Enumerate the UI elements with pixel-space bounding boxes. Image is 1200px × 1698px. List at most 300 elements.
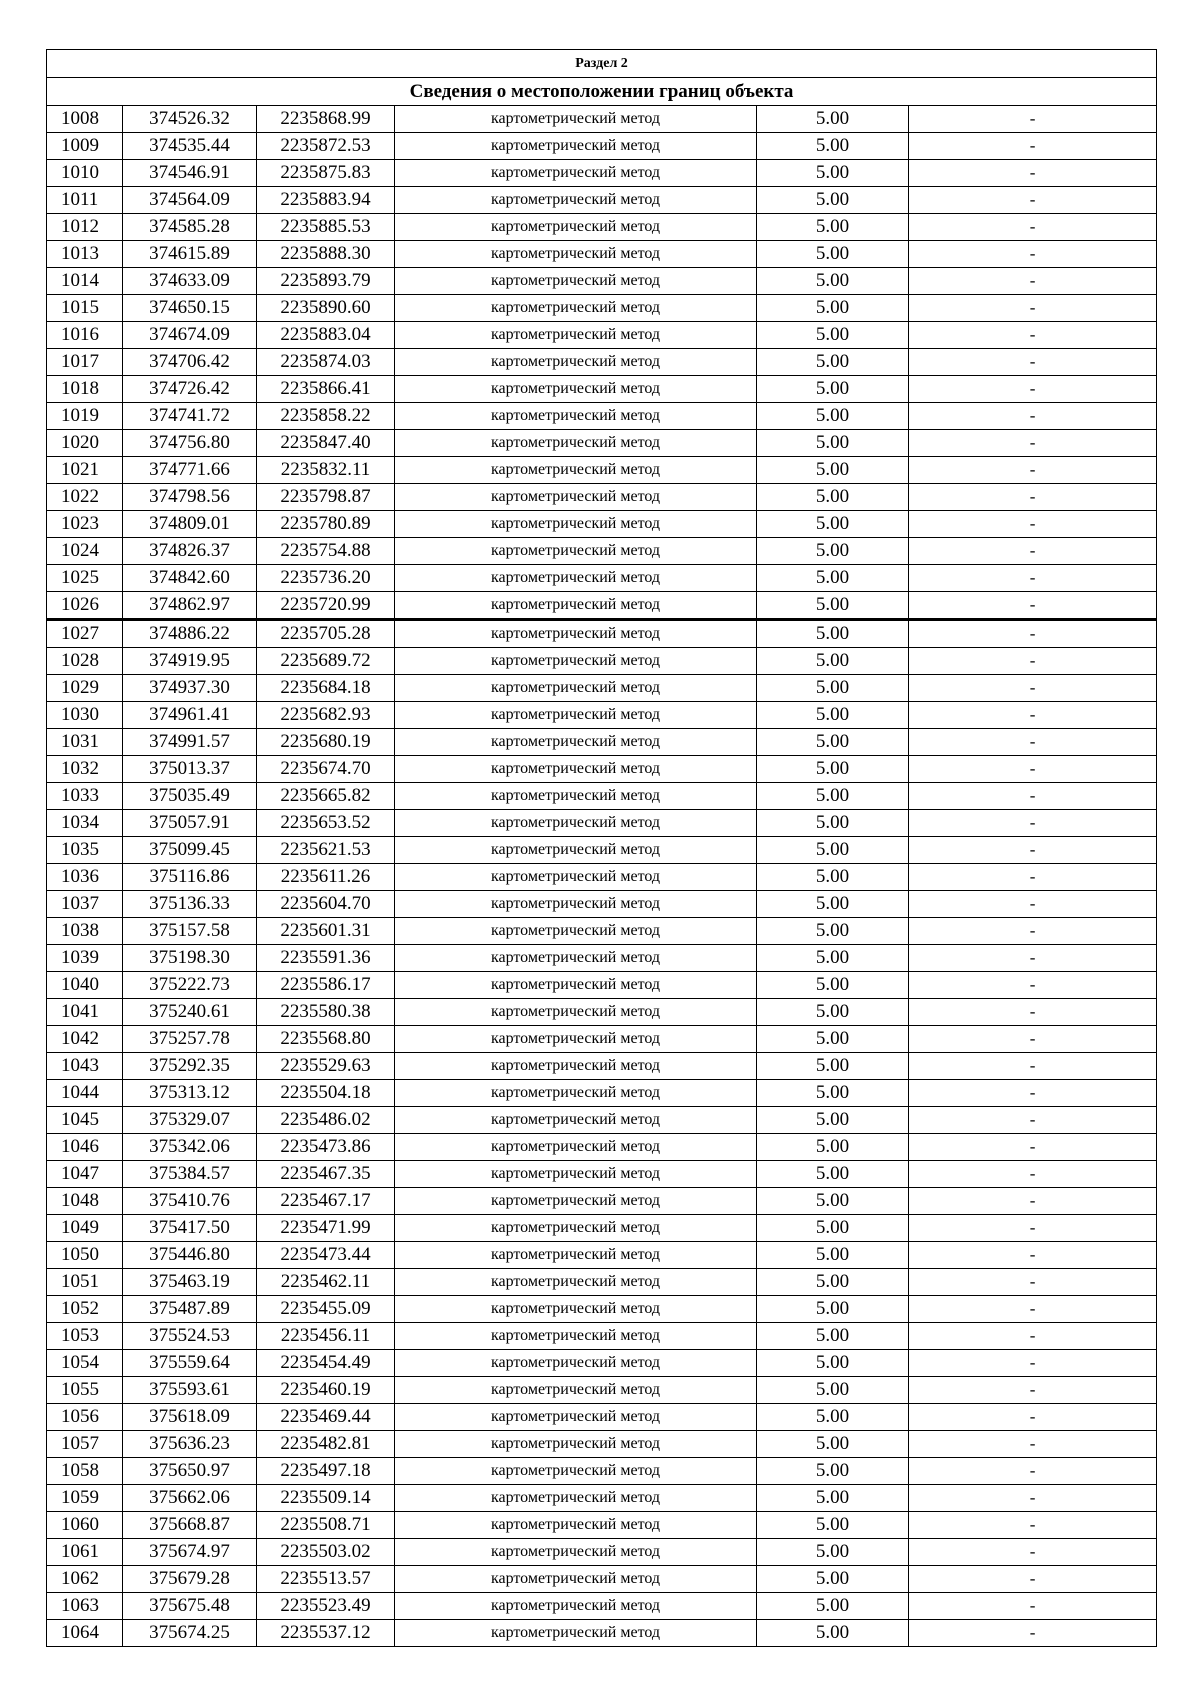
mean-square-error: 5.00 [757, 918, 909, 945]
coordinate-x: 374633.09 [123, 268, 257, 295]
determination-method: картометрический метод [395, 538, 757, 565]
mean-square-error: 5.00 [757, 1458, 909, 1485]
coordinate-x: 374741.72 [123, 403, 257, 430]
mean-square-error: 5.00 [757, 430, 909, 457]
section-header-row [47, 50, 1157, 78]
point-number: 1019 [47, 403, 123, 430]
mean-square-error: 5.00 [757, 241, 909, 268]
table-row [47, 972, 1157, 999]
point-description: - [909, 675, 1157, 702]
point-description: - [909, 918, 1157, 945]
table-row [47, 511, 1157, 538]
mean-square-error: 5.00 [757, 268, 909, 295]
coordinate-x: 375593.61 [123, 1377, 257, 1404]
coordinate-x: 375384.57 [123, 1161, 257, 1188]
point-description: - [909, 1161, 1157, 1188]
point-description: - [909, 1377, 1157, 1404]
determination-method: картометрический метод [395, 999, 757, 1026]
point-number: 1031 [47, 729, 123, 756]
table-row [47, 783, 1157, 810]
table-row [47, 349, 1157, 376]
table-row [47, 1539, 1157, 1566]
determination-method: картометрический метод [395, 1350, 757, 1377]
mean-square-error: 5.00 [757, 1323, 909, 1350]
point-number: 1027 [47, 620, 123, 648]
point-description: - [909, 810, 1157, 837]
table-row [47, 945, 1157, 972]
table-row [47, 648, 1157, 675]
mean-square-error: 5.00 [757, 1377, 909, 1404]
coordinate-x: 374526.32 [123, 106, 257, 133]
coordinate-x: 375487.89 [123, 1296, 257, 1323]
point-description: - [909, 268, 1157, 295]
coordinate-x: 374726.42 [123, 376, 257, 403]
point-number: 1060 [47, 1512, 123, 1539]
mean-square-error: 5.00 [757, 864, 909, 891]
determination-method: картометрический метод [395, 1485, 757, 1512]
mean-square-error: 5.00 [757, 675, 909, 702]
table-row [47, 1620, 1157, 1647]
coordinate-x: 374650.15 [123, 295, 257, 322]
mean-square-error: 5.00 [757, 1350, 909, 1377]
coordinate-y: 2235705.28 [257, 620, 395, 648]
determination-method: картометрический метод [395, 864, 757, 891]
point-description: - [909, 1026, 1157, 1053]
mean-square-error: 5.00 [757, 1134, 909, 1161]
table-row [47, 1566, 1157, 1593]
mean-square-error: 5.00 [757, 187, 909, 214]
coordinate-y: 2235798.87 [257, 484, 395, 511]
mean-square-error: 5.00 [757, 945, 909, 972]
coordinate-x: 375313.12 [123, 1080, 257, 1107]
mean-square-error: 5.00 [757, 1215, 909, 1242]
coordinate-x: 375116.86 [123, 864, 257, 891]
mean-square-error: 5.00 [757, 1296, 909, 1323]
mean-square-error: 5.00 [757, 1026, 909, 1053]
point-number: 1023 [47, 511, 123, 538]
point-number: 1059 [47, 1485, 123, 1512]
point-number: 1035 [47, 837, 123, 864]
coordinate-x: 375198.30 [123, 945, 257, 972]
point-number: 1062 [47, 1566, 123, 1593]
coordinate-y: 2235872.53 [257, 133, 395, 160]
coordinate-x: 374809.01 [123, 511, 257, 538]
table-row [47, 295, 1157, 322]
determination-method: картометрический метод [395, 891, 757, 918]
coordinate-y: 2235537.12 [257, 1620, 395, 1647]
coordinate-y: 2235568.80 [257, 1026, 395, 1053]
determination-method: картометрический метод [395, 403, 757, 430]
mean-square-error: 5.00 [757, 783, 909, 810]
point-number: 1037 [47, 891, 123, 918]
title-row [47, 78, 1157, 106]
point-description: - [909, 620, 1157, 648]
table-row [47, 1242, 1157, 1269]
point-description: - [909, 295, 1157, 322]
determination-method: картометрический метод [395, 1269, 757, 1296]
coordinate-x: 375674.97 [123, 1539, 257, 1566]
table-row [47, 538, 1157, 565]
mean-square-error: 5.00 [757, 1404, 909, 1431]
coordinate-y: 2235469.44 [257, 1404, 395, 1431]
determination-method: картометрический метод [395, 918, 757, 945]
point-description: - [909, 837, 1157, 864]
coordinate-x: 374535.44 [123, 133, 257, 160]
point-description: - [909, 1512, 1157, 1539]
table-row [47, 1161, 1157, 1188]
point-number: 1026 [47, 592, 123, 620]
coordinate-x: 374991.57 [123, 729, 257, 756]
coordinate-y: 2235893.79 [257, 268, 395, 295]
coordinate-x: 375240.61 [123, 999, 257, 1026]
table-row [47, 918, 1157, 945]
coordinate-y: 2235586.17 [257, 972, 395, 999]
determination-method: картометрический метод [395, 1188, 757, 1215]
coordinate-x: 374798.56 [123, 484, 257, 511]
coordinate-y: 2235456.11 [257, 1323, 395, 1350]
point-description: - [909, 1107, 1157, 1134]
determination-method: картометрический метод [395, 648, 757, 675]
table-row [47, 403, 1157, 430]
mean-square-error: 5.00 [757, 1539, 909, 1566]
point-description: - [909, 999, 1157, 1026]
point-description: - [909, 187, 1157, 214]
mean-square-error: 5.00 [757, 1107, 909, 1134]
coordinate-x: 374886.22 [123, 620, 257, 648]
mean-square-error: 5.00 [757, 457, 909, 484]
coordinate-y: 2235736.20 [257, 565, 395, 592]
coordinate-y: 2235720.99 [257, 592, 395, 620]
determination-method: картометрический метод [395, 106, 757, 133]
table-row [47, 1350, 1157, 1377]
determination-method: картометрический метод [395, 295, 757, 322]
coordinate-x: 375675.48 [123, 1593, 257, 1620]
coordinate-y: 2235467.17 [257, 1188, 395, 1215]
point-description: - [909, 1539, 1157, 1566]
mean-square-error: 5.00 [757, 891, 909, 918]
coordinate-y: 2235888.30 [257, 241, 395, 268]
table-row [47, 1377, 1157, 1404]
point-number: 1016 [47, 322, 123, 349]
point-number: 1056 [47, 1404, 123, 1431]
coordinate-x: 374706.42 [123, 349, 257, 376]
mean-square-error: 5.00 [757, 702, 909, 729]
coordinate-y: 2235653.52 [257, 810, 395, 837]
point-description: - [909, 592, 1157, 620]
coordinate-x: 374961.41 [123, 702, 257, 729]
table-row [47, 620, 1157, 648]
coordinate-y: 2235486.02 [257, 1107, 395, 1134]
point-number: 1058 [47, 1458, 123, 1485]
determination-method: картометрический метод [395, 837, 757, 864]
table-row [47, 1323, 1157, 1350]
coordinate-x: 375636.23 [123, 1431, 257, 1458]
point-number: 1051 [47, 1269, 123, 1296]
point-description: - [909, 241, 1157, 268]
determination-method: картометрический метод [395, 1161, 757, 1188]
coordinate-x: 374842.60 [123, 565, 257, 592]
table-row [47, 214, 1157, 241]
table-row [47, 457, 1157, 484]
determination-method: картометрический метод [395, 1620, 757, 1647]
determination-method: картометрический метод [395, 565, 757, 592]
point-number: 1015 [47, 295, 123, 322]
determination-method: картометрический метод [395, 1512, 757, 1539]
mean-square-error: 5.00 [757, 810, 909, 837]
coordinate-y: 2235529.63 [257, 1053, 395, 1080]
table-row [47, 241, 1157, 268]
coordinate-x: 374756.80 [123, 430, 257, 457]
determination-method: картометрический метод [395, 1539, 757, 1566]
coordinate-y: 2235471.99 [257, 1215, 395, 1242]
point-number: 1013 [47, 241, 123, 268]
mean-square-error: 5.00 [757, 1188, 909, 1215]
coordinate-x: 375524.53 [123, 1323, 257, 1350]
point-description: - [909, 783, 1157, 810]
coordinate-x: 375463.19 [123, 1269, 257, 1296]
table-row [47, 810, 1157, 837]
determination-method: картометрический метод [395, 945, 757, 972]
point-description: - [909, 376, 1157, 403]
point-number: 1012 [47, 214, 123, 241]
mean-square-error: 5.00 [757, 1485, 909, 1512]
determination-method: картометрический метод [395, 430, 757, 457]
point-description: - [909, 1215, 1157, 1242]
coordinate-x: 374862.97 [123, 592, 257, 620]
coordinate-x: 375662.06 [123, 1485, 257, 1512]
point-description: - [909, 457, 1157, 484]
point-description: - [909, 1053, 1157, 1080]
point-number: 1022 [47, 484, 123, 511]
determination-method: картометрический метод [395, 349, 757, 376]
point-number: 1032 [47, 756, 123, 783]
table-row [47, 1134, 1157, 1161]
point-number: 1052 [47, 1296, 123, 1323]
table-row [47, 1026, 1157, 1053]
point-number: 1010 [47, 160, 123, 187]
table-row [47, 1269, 1157, 1296]
mean-square-error: 5.00 [757, 620, 909, 648]
coordinate-y: 2235875.83 [257, 160, 395, 187]
coordinate-x: 375257.78 [123, 1026, 257, 1053]
point-number: 1049 [47, 1215, 123, 1242]
point-description: - [909, 349, 1157, 376]
point-description: - [909, 1458, 1157, 1485]
determination-method: картометрический метод [395, 810, 757, 837]
point-description: - [909, 1323, 1157, 1350]
mean-square-error: 5.00 [757, 484, 909, 511]
coordinate-y: 2235868.99 [257, 106, 395, 133]
determination-method: картометрический метод [395, 592, 757, 620]
mean-square-error: 5.00 [757, 1512, 909, 1539]
determination-method: картометрический метод [395, 1566, 757, 1593]
coordinate-y: 2235604.70 [257, 891, 395, 918]
point-description: - [909, 1080, 1157, 1107]
determination-method: картометрический метод [395, 376, 757, 403]
determination-method: картометрический метод [395, 1242, 757, 1269]
table-row [47, 133, 1157, 160]
mean-square-error: 5.00 [757, 1431, 909, 1458]
coordinate-y: 2235591.36 [257, 945, 395, 972]
determination-method: картометрический метод [395, 1026, 757, 1053]
mean-square-error: 5.00 [757, 295, 909, 322]
point-description: - [909, 565, 1157, 592]
table-row [47, 1593, 1157, 1620]
mean-square-error: 5.00 [757, 1620, 909, 1647]
determination-method: картометрический метод [395, 620, 757, 648]
determination-method: картометрический метод [395, 783, 757, 810]
point-number: 1063 [47, 1593, 123, 1620]
mean-square-error: 5.00 [757, 972, 909, 999]
coordinate-x: 375329.07 [123, 1107, 257, 1134]
point-number: 1034 [47, 810, 123, 837]
coordinate-x: 374674.09 [123, 322, 257, 349]
mean-square-error: 5.00 [757, 1161, 909, 1188]
point-number: 1021 [47, 457, 123, 484]
coordinate-x: 375157.58 [123, 918, 257, 945]
determination-method: картометрический метод [395, 1134, 757, 1161]
point-number: 1009 [47, 133, 123, 160]
boundary-points-table [46, 49, 1157, 1647]
determination-method: картометрический метод [395, 484, 757, 511]
coordinate-y: 2235866.41 [257, 376, 395, 403]
coordinate-x: 374585.28 [123, 214, 257, 241]
coordinate-y: 2235621.53 [257, 837, 395, 864]
mean-square-error: 5.00 [757, 1566, 909, 1593]
coordinate-x: 375292.35 [123, 1053, 257, 1080]
determination-method: картометрический метод [395, 1404, 757, 1431]
table-row [47, 756, 1157, 783]
point-number: 1029 [47, 675, 123, 702]
coordinate-y: 2235601.31 [257, 918, 395, 945]
point-description: - [909, 403, 1157, 430]
coordinate-y: 2235674.70 [257, 756, 395, 783]
coordinate-y: 2235890.60 [257, 295, 395, 322]
coordinate-x: 374615.89 [123, 241, 257, 268]
coordinate-y: 2235885.53 [257, 214, 395, 241]
point-description: - [909, 214, 1157, 241]
mean-square-error: 5.00 [757, 349, 909, 376]
determination-method: картометрический метод [395, 1458, 757, 1485]
point-number: 1048 [47, 1188, 123, 1215]
mean-square-error: 5.00 [757, 837, 909, 864]
coordinate-y: 2235665.82 [257, 783, 395, 810]
determination-method: картометрический метод [395, 1377, 757, 1404]
coordinate-y: 2235754.88 [257, 538, 395, 565]
point-description: - [909, 538, 1157, 565]
determination-method: картометрический метод [395, 1107, 757, 1134]
determination-method: картометрический метод [395, 972, 757, 999]
determination-method: картометрический метод [395, 214, 757, 241]
point-description: - [909, 1242, 1157, 1269]
coordinate-x: 374771.66 [123, 457, 257, 484]
point-number: 1040 [47, 972, 123, 999]
determination-method: картометрический метод [395, 1215, 757, 1242]
coordinate-x: 375668.87 [123, 1512, 257, 1539]
point-number: 1053 [47, 1323, 123, 1350]
point-description: - [909, 322, 1157, 349]
point-number: 1033 [47, 783, 123, 810]
point-description: - [909, 702, 1157, 729]
point-number: 1042 [47, 1026, 123, 1053]
mean-square-error: 5.00 [757, 648, 909, 675]
coordinate-x: 374546.91 [123, 160, 257, 187]
point-description: - [909, 430, 1157, 457]
determination-method: картометрический метод [395, 1053, 757, 1080]
table-row [47, 1296, 1157, 1323]
table-row [47, 1431, 1157, 1458]
coordinate-x: 375674.25 [123, 1620, 257, 1647]
point-description: - [909, 1404, 1157, 1431]
table-row [47, 729, 1157, 756]
determination-method: картометрический метод [395, 457, 757, 484]
table-row [47, 891, 1157, 918]
point-description: - [909, 511, 1157, 538]
point-number: 1028 [47, 648, 123, 675]
coordinate-x: 375136.33 [123, 891, 257, 918]
point-description: - [909, 1566, 1157, 1593]
table-row [47, 837, 1157, 864]
mean-square-error: 5.00 [757, 592, 909, 620]
determination-method: картометрический метод [395, 322, 757, 349]
coordinate-y: 2235682.93 [257, 702, 395, 729]
point-description: - [909, 1134, 1157, 1161]
point-description: - [909, 106, 1157, 133]
determination-method: картометрический метод [395, 1431, 757, 1458]
table-row [47, 376, 1157, 403]
table-row [47, 160, 1157, 187]
coordinate-y: 2235580.38 [257, 999, 395, 1026]
table-row [47, 1404, 1157, 1431]
table-row [47, 484, 1157, 511]
mean-square-error: 5.00 [757, 1053, 909, 1080]
coordinate-x: 375650.97 [123, 1458, 257, 1485]
coordinate-y: 2235689.72 [257, 648, 395, 675]
determination-method: картометрический метод [395, 729, 757, 756]
point-description: - [909, 1620, 1157, 1647]
coordinate-y: 2235503.02 [257, 1539, 395, 1566]
coordinate-y: 2235832.11 [257, 457, 395, 484]
point-number: 1050 [47, 1242, 123, 1269]
coordinate-x: 375057.91 [123, 810, 257, 837]
coordinate-y: 2235473.44 [257, 1242, 395, 1269]
coordinate-y: 2235497.18 [257, 1458, 395, 1485]
point-number: 1041 [47, 999, 123, 1026]
coordinate-x: 374826.37 [123, 538, 257, 565]
table-row [47, 999, 1157, 1026]
mean-square-error: 5.00 [757, 1269, 909, 1296]
coordinate-x: 375342.06 [123, 1134, 257, 1161]
point-description: - [909, 756, 1157, 783]
table-row [47, 702, 1157, 729]
coordinate-x: 375099.45 [123, 837, 257, 864]
coordinate-y: 2235858.22 [257, 403, 395, 430]
coordinate-y: 2235847.40 [257, 430, 395, 457]
coordinate-x: 374919.95 [123, 648, 257, 675]
point-description: - [909, 864, 1157, 891]
mean-square-error: 5.00 [757, 214, 909, 241]
determination-method: картометрический метод [395, 1323, 757, 1350]
coordinate-y: 2235883.94 [257, 187, 395, 214]
table-row [47, 1053, 1157, 1080]
table-row [47, 864, 1157, 891]
coordinate-x: 375679.28 [123, 1566, 257, 1593]
point-number: 1038 [47, 918, 123, 945]
table-row [47, 187, 1157, 214]
coordinate-y: 2235504.18 [257, 1080, 395, 1107]
point-description: - [909, 1188, 1157, 1215]
coordinate-x: 375222.73 [123, 972, 257, 999]
